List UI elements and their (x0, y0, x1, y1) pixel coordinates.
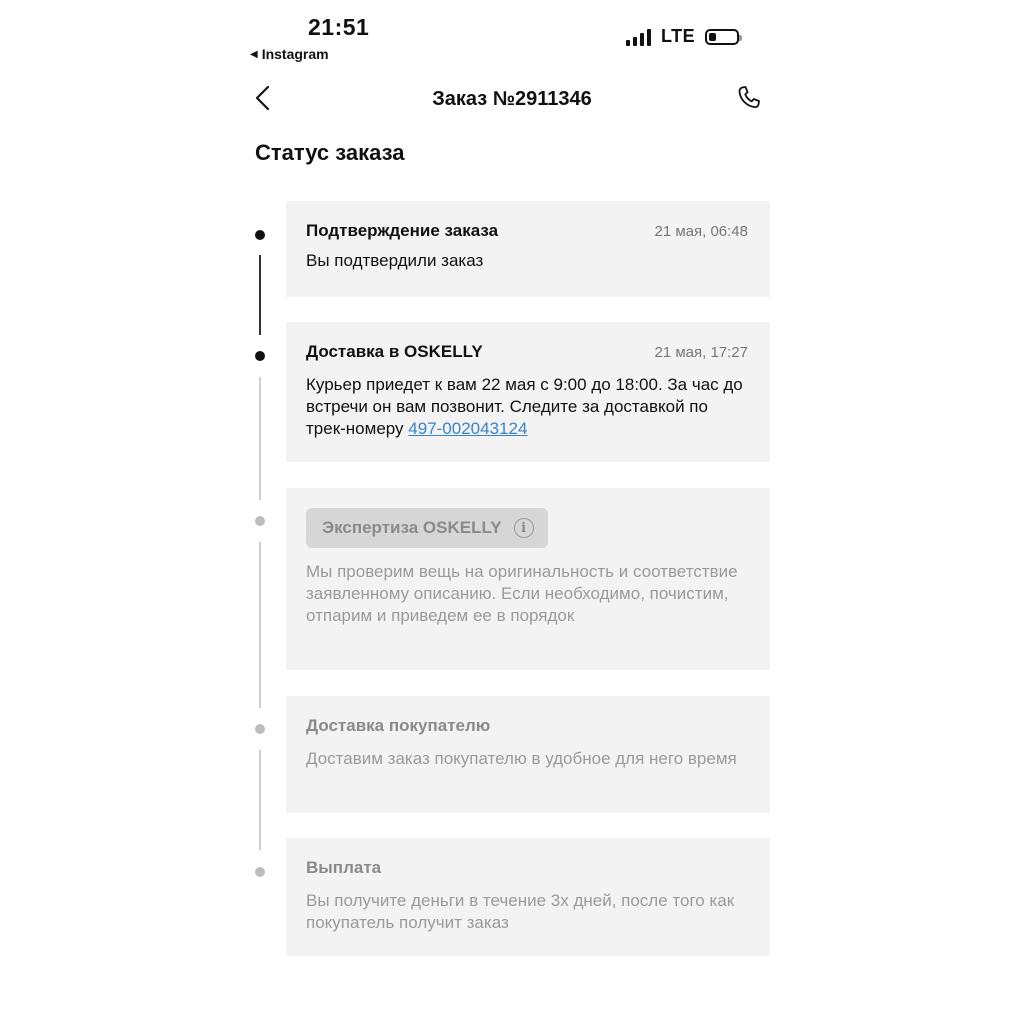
tracking-number-link[interactable]: 497-002043124 (408, 419, 528, 438)
order-number-title: Заказ №2911346 (432, 88, 592, 110)
phone-icon[interactable] (734, 84, 764, 114)
network-type: LTE (661, 26, 696, 46)
step-title: Экспертиза OSKELLY (322, 518, 502, 537)
timeline-dot-step-2 (255, 351, 265, 361)
step-description-text: Курьер приедет к вам 22 мая с 9:00 до 18:00. За час до встречи он вам позвонит. Следите за доставкой по трек-номеру (306, 375, 743, 438)
step-title: Доставка в OSKELLY (306, 342, 483, 361)
timeline-dot-step-4 (255, 724, 265, 734)
status-indicators (626, 26, 739, 47)
status-card-delivery-to-buyer (286, 696, 770, 813)
timeline-dot-step-1 (255, 230, 265, 240)
step-description: Вы подтвердили заказ (306, 251, 484, 270)
step-date: 21 мая, 17:27 (654, 344, 748, 361)
back-to-app-link[interactable] (250, 46, 329, 62)
back-app-label: Instagram (261, 46, 329, 62)
status-card-delivery-to-oskelly (286, 322, 770, 462)
timeline-line-2 (259, 377, 261, 500)
info-icon[interactable]: i (514, 518, 534, 538)
step-description: Доставим заказ покупателю в удобное для него время (306, 749, 737, 768)
status-card-expertise (286, 488, 770, 670)
step-date: 21 мая, 06:48 (654, 223, 748, 240)
status-time: 21:51 (308, 14, 370, 40)
battery-icon (705, 29, 739, 45)
timeline-line-1 (259, 255, 261, 335)
expertise-pill[interactable] (306, 508, 548, 548)
timeline-dot-step-5 (255, 867, 265, 877)
page-title (0, 88, 1024, 111)
back-triangle-icon: ◀ (250, 48, 258, 60)
signal-strength-icon (626, 28, 651, 46)
step-title: Доставка покупателю (306, 716, 491, 735)
timeline-line-4 (259, 750, 261, 850)
timeline-line-3 (259, 542, 261, 708)
timeline-dot-step-3 (255, 516, 265, 526)
status-card-payout (286, 838, 770, 956)
step-description (306, 374, 748, 440)
step-title: Выплата (306, 858, 382, 877)
step-description: Мы проверим вещь на оригинальность и соответствие заявленному описанию. Если необходимо, почистим, отпарим и приведем ее в порядок (306, 562, 738, 625)
step-title: Подтверждение заказа (306, 221, 499, 240)
step-description: Вы получите деньги в течение 3х дней, после того как покупатель получит заказ (306, 891, 735, 932)
order-status-heading: Статус заказа (255, 140, 405, 165)
status-card-order-confirmation (286, 201, 770, 297)
